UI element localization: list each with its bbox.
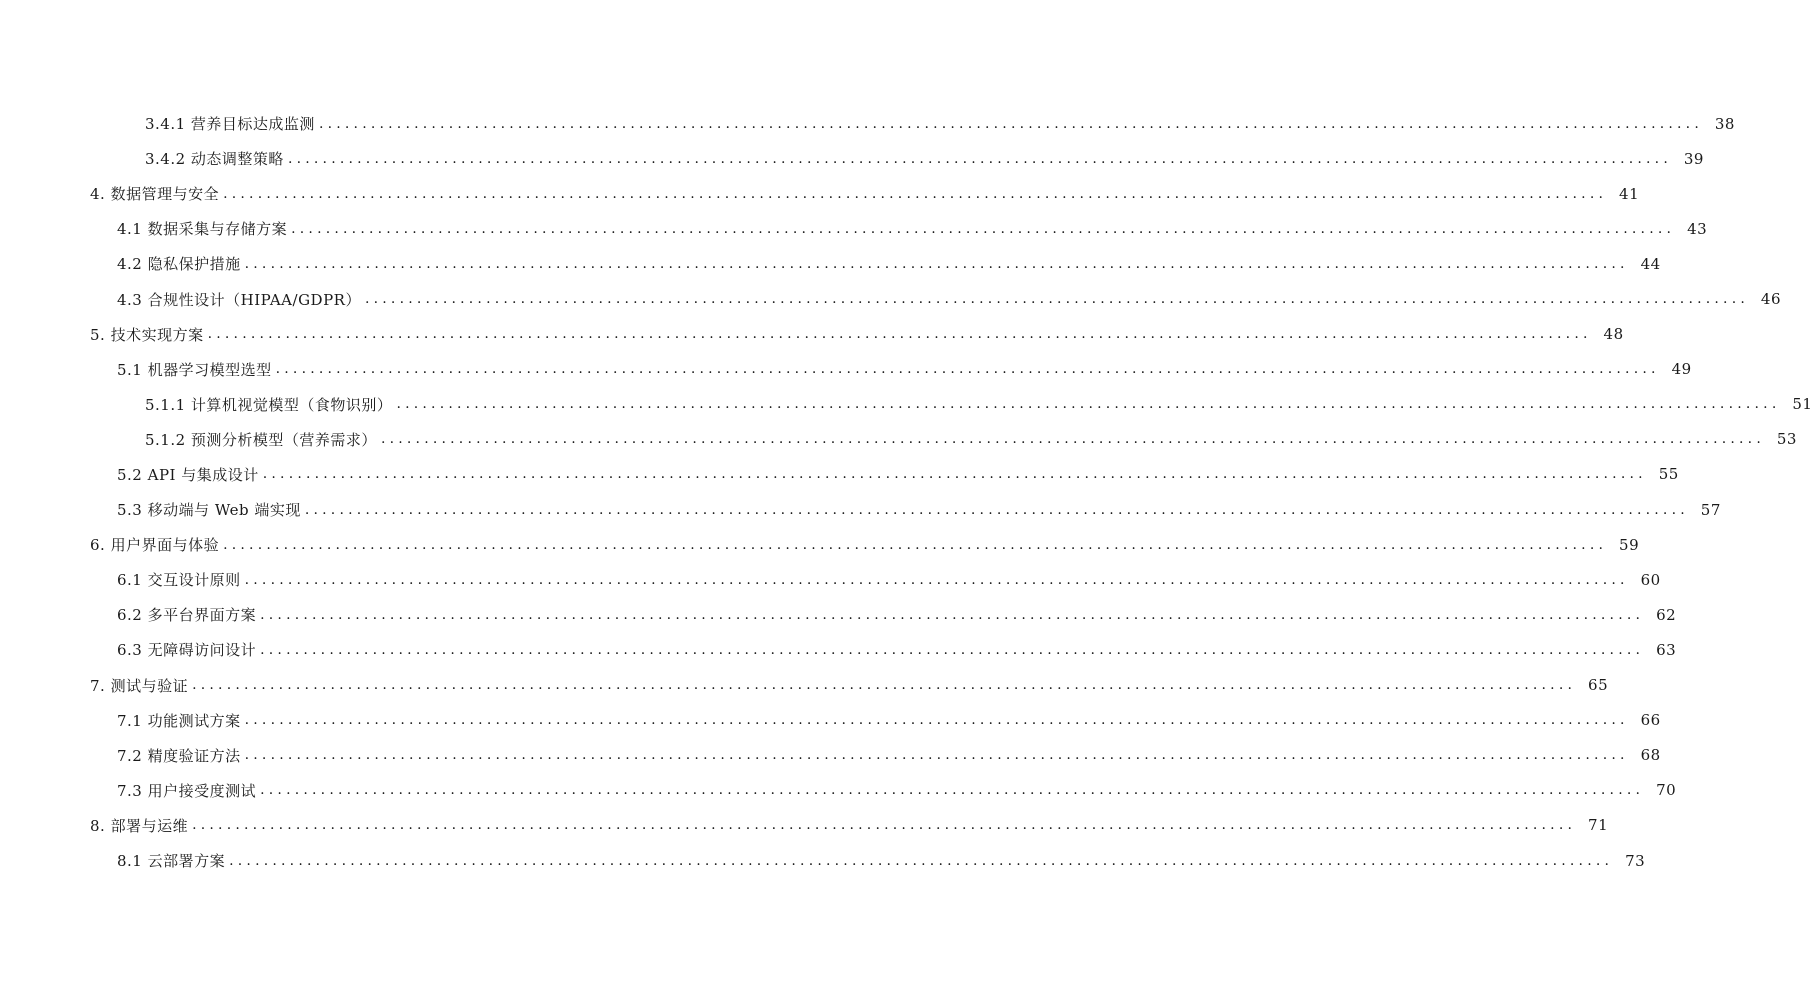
toc-entry-title: 4.1 数据采集与存储方案	[117, 218, 291, 239]
toc-dot-leader: ................................................................................................................................................................	[380, 431, 1765, 448]
toc-entry-title: 7.3 用户接受度测试	[117, 780, 260, 801]
toc-dot-leader: ................................................................................................................................................................	[229, 852, 1614, 869]
toc-entry-page: 70	[1656, 781, 1677, 800]
toc-entry-title: 5.2 API 与集成设计	[117, 464, 263, 485]
toc-entry-page: 49	[1671, 360, 1692, 379]
toc-entry-page: 57	[1700, 500, 1721, 519]
toc-entry-page: 62	[1656, 605, 1677, 624]
toc-dot-leader: ................................................................................................................................................................	[192, 677, 1577, 694]
toc-entry[interactable]	[0, 317, 1624, 352]
toc-entry[interactable]	[0, 281, 1781, 316]
toc-entry-page: 44	[1640, 254, 1661, 273]
toc-entry[interactable]	[0, 211, 1708, 246]
toc-entry[interactable]	[0, 176, 1640, 211]
toc-entry-title: 5.3 移动端与 Web 端实现	[117, 499, 305, 520]
toc-entry[interactable]	[0, 141, 1704, 176]
toc-entry[interactable]	[0, 352, 1692, 387]
toc-entry[interactable]	[0, 773, 1677, 808]
toc-entry-title: 8.1 云部署方案	[117, 850, 229, 871]
toc-entry[interactable]	[0, 422, 1797, 457]
toc-dot-leader: ................................................................................................................................................................	[291, 220, 1676, 237]
toc-entry[interactable]	[0, 106, 1735, 141]
toc-entry-page: 46	[1760, 290, 1781, 309]
toc-entry-page: 53	[1776, 430, 1797, 449]
toc-entry[interactable]	[0, 843, 1646, 878]
toc-entry-page: 68	[1640, 746, 1661, 765]
toc-entry-page: 73	[1625, 851, 1646, 870]
toc-dot-leader: ................................................................................................................................................................	[262, 466, 1647, 483]
toc-entry[interactable]	[0, 457, 1679, 492]
toc-entry-title: 4.3 合规性设计（HIPAA/GDPR）	[117, 289, 365, 310]
toc-entry-title: 7. 测试与验证	[90, 675, 192, 696]
toc-dot-leader: ................................................................................................................................................................	[244, 747, 1629, 764]
toc-entry-page: 60	[1640, 570, 1661, 589]
toc-entry-page: 55	[1658, 465, 1679, 484]
toc-entry[interactable]	[0, 703, 1661, 738]
toc-dot-leader: ................................................................................................................................................................	[318, 115, 1703, 132]
toc-entry-title: 6.3 无障碍访问设计	[117, 639, 260, 660]
toc-dot-leader: ................................................................................................................................................................	[192, 817, 1577, 834]
toc-entry-title: 5.1 机器学习模型选型	[117, 359, 276, 380]
toc-dot-leader: ................................................................................................................................................................	[244, 712, 1629, 729]
toc-entry-title: 4.2 隐私保护措施	[117, 253, 245, 274]
toc-entry[interactable]	[0, 527, 1640, 562]
toc-entry-page: 48	[1603, 325, 1624, 344]
toc-dot-leader: ................................................................................................................................................................	[244, 255, 1629, 272]
toc-entry[interactable]	[0, 492, 1721, 527]
toc-dot-leader: ................................................................................................................................................................	[275, 361, 1660, 378]
toc-entry-title: 5.1.1 计算机视觉模型（食物识别）	[145, 394, 396, 415]
toc-entry-title: 3.4.1 营养目标达成监测	[145, 113, 319, 134]
toc-dot-leader: ................................................................................................................................................................	[260, 606, 1645, 623]
toc-entry-title: 5. 技术实现方案	[90, 324, 208, 345]
toc-dot-leader: ................................................................................................................................................................	[244, 571, 1629, 588]
toc-entry-title: 4. 数据管理与安全	[90, 183, 223, 204]
toc-entry-page: 59	[1619, 535, 1640, 554]
toc-dot-leader: ................................................................................................................................................................	[396, 396, 1781, 413]
toc-entry-title: 3.4.2 动态调整策略	[145, 148, 288, 169]
toc-dot-leader: ................................................................................................................................................................	[223, 536, 1608, 553]
toc-dot-leader: ................................................................................................................................................................	[287, 150, 1672, 167]
toc-dot-leader: ................................................................................................................................................................	[207, 326, 1592, 343]
toc-dot-leader: ................................................................................................................................................................	[260, 782, 1645, 799]
toc-entry-page: 65	[1588, 676, 1609, 695]
toc-entry-page: 38	[1714, 114, 1735, 133]
toc-entry[interactable]	[0, 246, 1661, 281]
toc-dot-leader: ................................................................................................................................................................	[223, 185, 1608, 202]
toc-dot-leader: ................................................................................................................................................................	[260, 641, 1645, 658]
toc-entry-title: 7.1 功能测试方案	[117, 710, 245, 731]
toc-entry-title: 6.2 多平台界面方案	[117, 604, 260, 625]
toc-entry-page: 71	[1588, 816, 1609, 835]
toc-entry-title: 6.1 交互设计原则	[117, 569, 245, 590]
toc-entry[interactable]	[0, 632, 1677, 667]
toc-entry-title: 5.1.2 预测分析模型（营养需求）	[145, 429, 381, 450]
toc-entry[interactable]	[0, 562, 1661, 597]
toc-entry[interactable]	[0, 808, 1609, 843]
toc-entry-page: 63	[1656, 640, 1677, 659]
toc-dot-leader: ................................................................................................................................................................	[364, 291, 1749, 308]
toc-entry[interactable]	[0, 597, 1677, 632]
toc-entry-page: 66	[1640, 711, 1661, 730]
toc-entry-page: 41	[1619, 184, 1640, 203]
toc-entry-title: 6. 用户界面与体验	[90, 534, 223, 555]
toc-entry-title: 7.2 精度验证方法	[117, 745, 245, 766]
toc-entry-page: 51	[1792, 395, 1812, 414]
toc-entry[interactable]	[0, 738, 1661, 773]
toc-entry[interactable]	[0, 668, 1609, 703]
toc-entry-title: 8. 部署与运维	[90, 815, 192, 836]
toc-entry[interactable]	[0, 387, 1812, 422]
toc-entry-page: 43	[1687, 219, 1708, 238]
toc-entry-page: 39	[1683, 149, 1704, 168]
toc-dot-leader: ................................................................................................................................................................	[304, 501, 1689, 518]
table-of-contents	[0, 106, 1812, 878]
